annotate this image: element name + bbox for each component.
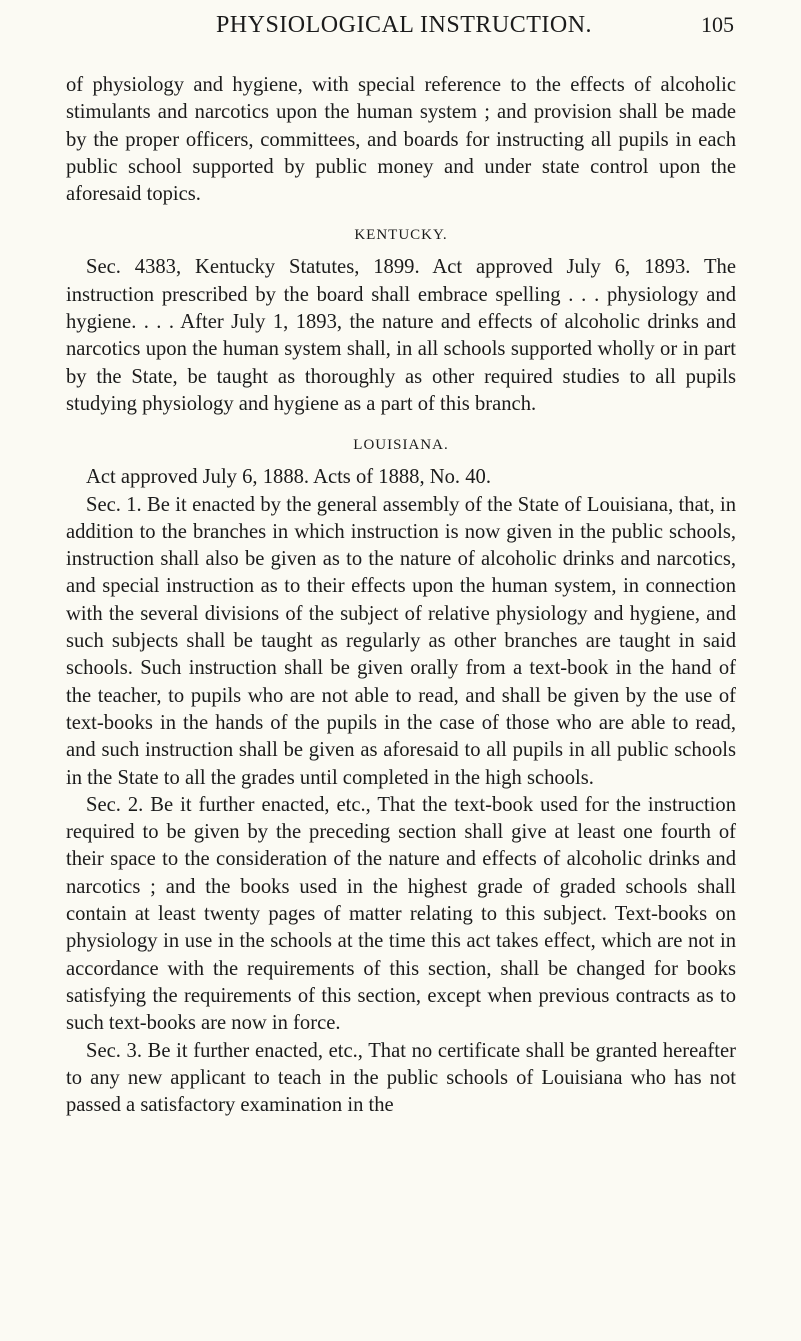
louisiana-act-line: Act approved July 6, 1888. Acts of 1888, No. 40. (86, 466, 491, 489)
louisiana-section-3: Sec. 3. Be it further enacted, etc., That no certificate shall be granted hereafter to any new applicant to teach in the public schools of Louisiana who has not passed a satisfactory examination in the (66, 1039, 736, 1117)
kentucky-heading: KENTUCKY. (354, 227, 448, 244)
running-head: PHYSIOLOGICAL INSTRUCTION. (215, 12, 593, 38)
page-header (72, 8, 736, 48)
opening-paragraph: of physiology and hygiene, with special reference to the effects of alcoholic stimulants and narcotics upon the human system ; and provision shall be made by the proper officers, committees, and boards for instructing all pupils in each public school supported by public money and under state control upon the aforesaid topics. (66, 74, 736, 206)
louisiana-section-2: Sec. 2. Be it further enacted, etc., That the text-book used for the instruction required to be given by the preceding section shall give at least one fourth of their space to the consideration of the nature and effects of alcoholic drinks and narcotics ; and the books used in the highest grade of graded schools shall contain at least twenty pages of matter relating to this subject. Text-books on physiology in use in the schools at the time this act takes effect, which are not in accordance with the requirements of this section, shall be changed for books satisfying the requirements of this section, except when previous contracts as to such text-books are now in force. (66, 793, 736, 1035)
page-body (66, 72, 736, 1119)
louisiana-heading: LOUISIANA. (353, 437, 449, 454)
page-number: 105 (701, 12, 734, 37)
kentucky-paragraph: Sec. 4383, Kentucky Statutes, 1899. Act approved July 6, 1893. The instruction prescribed by the board shall embrace spelling . . . physiology and hygiene. . . . After July 1, 1893, the nature and effects of alcoholic drinks and narcotics upon the human system shall, in all schools supported wholly or in part by the State, be taught as thoroughly as other required studies to all pupils studying physiology and hygiene as a part of this branch. (66, 256, 736, 415)
louisiana-section-1: Sec. 1. Be it enacted by the general assembly of the State of Louisiana, that, in addition to the branches in which instruction is now given in the public schools, instruction shall also be given as to the nature of alcoholic drinks and narcotics, and special instruction as to their effects upon the human system, in connection with the several divisions of the subject of relative physiology and hygiene, and such subjects shall be taught as regularly as other branches are taught in said schools. Such instruction shall be given orally from a text-book in the hand of the teacher, to pupils who are not able to read, and shall be given by the use of text-books in the hands of the pupils in the case of those who are able to read, and such instruction shall be given as aforesaid to all pupils in all public schools in the State to all the grades until completed in the high schools. (66, 493, 736, 789)
